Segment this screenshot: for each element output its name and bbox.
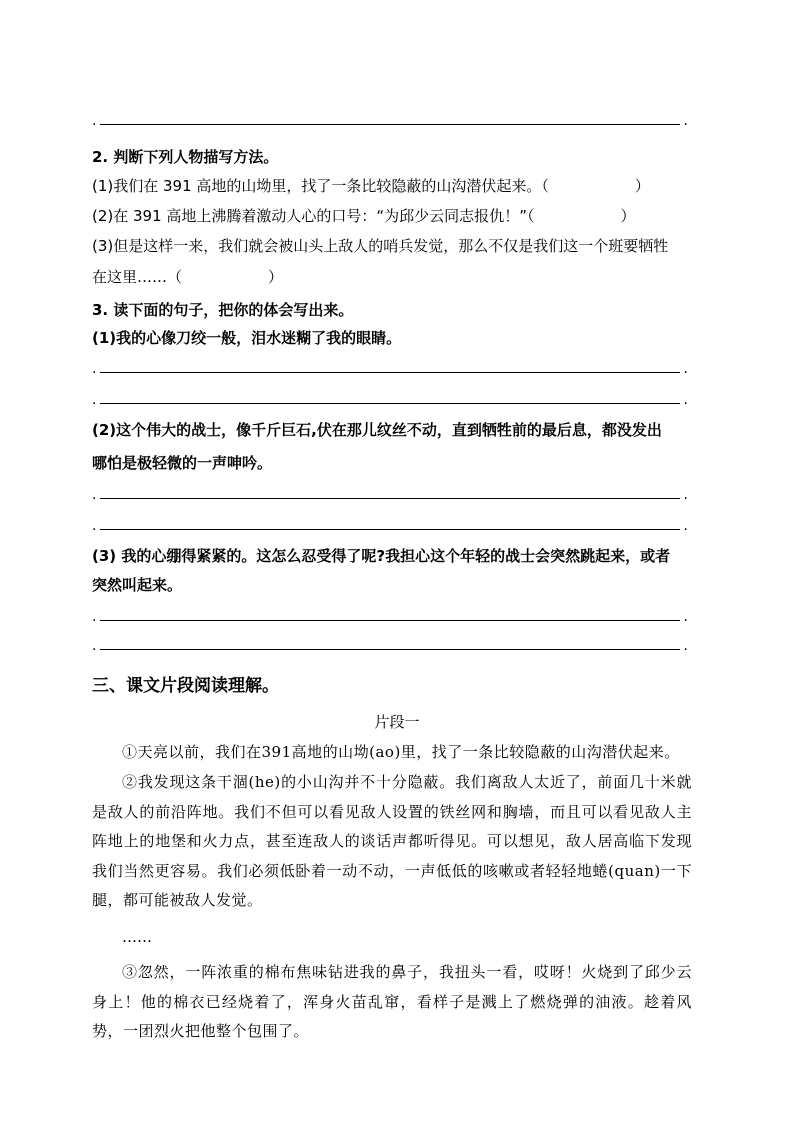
question-2-item-1-text: (1)我们在 391 高地的山坳里，找了一条比较隐蔽的山沟潜伏起来。（ xyxy=(92,177,549,195)
passage-paragraph-1 xyxy=(92,738,692,768)
question-2-item-3-line-1: (3)但是这样一来，我们就会被山头上敌人的哨兵发觉，那么不仅是我们这一个班要牺牲 xyxy=(92,237,669,255)
fragment-title: 片段一 xyxy=(374,713,420,731)
question-3-item-2-line-2: 哪怕是极轻微的一声呻吟。 xyxy=(92,454,273,472)
question-3-item-3-line-2: 突然叫起来。 xyxy=(92,576,183,594)
section-3-title: 三、课文片段阅读理解。 xyxy=(92,676,279,696)
paragraph-text: ③忽然，一阵浓重的棉布焦味钻进我的鼻子，我扭头一看，哎呀！火烧到了邱少云身上！他的棉衣已经烧着了，浑身火苗乱窜，看样子是溅上了燃烧弹的油液。趁着风势，一团烈火把他整个包围了。 xyxy=(92,963,692,1040)
answer-line[interactable]: . . xyxy=(92,609,688,625)
passage-paragraph-3 xyxy=(92,958,692,1047)
question-2-title: 2. 判断下列人物描写方法。 xyxy=(92,148,279,166)
question-2-item-3-line-2 xyxy=(92,266,283,287)
paragraph-text: ②我发现这条干涸(he)的小山沟并不十分隐蔽。我们离敌人太近了，前面几十米就是敌人的前沿阵地。我们不但可以看见敌人设置的铁丝网和胸墙，而且可以看见敌人主阵地上的地堡和火力点，甚至连敌人的谈话声都听得见。可以想见，敌人居高临下发现我们当然更容易。我们必须低卧着一动不动，一声低低的咳嗽或者轻轻地蜷(quan)一下腿，都可能被敌人发觉。 xyxy=(92,773,692,909)
question-3-item-2-line-1: (2)这个伟大的战士，像千斤巨石,伏在那儿纹丝不动，直到牺牲前的最后息，都没发出 xyxy=(92,421,662,439)
question-2-item-3-text: 在这里……（ xyxy=(92,268,183,286)
passage-paragraph-2 xyxy=(92,768,692,916)
answer-line[interactable]: . . xyxy=(92,518,688,534)
answer-line[interactable]: . . xyxy=(92,392,688,408)
answer-line[interactable]: . . xyxy=(92,487,688,503)
question-2-item-2 xyxy=(92,205,635,226)
question-2-item-1 xyxy=(92,175,650,196)
close-paren: ） xyxy=(634,177,650,195)
answer-line[interactable]: . . xyxy=(92,361,688,377)
question-3-item-3-line-1: (3) 我的心绷得紧紧的。这怎么忍受得了呢?我担心这个年轻的战士会突然跳起来，或者 xyxy=(92,547,671,565)
close-paren: ） xyxy=(620,207,636,225)
close-paren: ） xyxy=(268,268,284,286)
answer-line[interactable]: . . xyxy=(92,638,688,654)
ellipsis: …… xyxy=(122,928,152,946)
paragraph-text: ①天亮以前，我们在391高地的山坳(ao)里，找了一条比较隐蔽的山沟潜伏起来。 xyxy=(122,743,680,761)
answer-line[interactable]: . . xyxy=(92,113,688,129)
question-3-item-1: (1)我的心像刀绞一般，泪水迷糊了我的眼睛。 xyxy=(92,329,402,347)
question-2-item-2-text: (2)在 391 高地上沸腾着激动人心的口号：“为邱少云同志报仇！”（ xyxy=(92,207,535,225)
question-3-title: 3. 读下面的句子，把你的体会写出来。 xyxy=(92,301,354,319)
